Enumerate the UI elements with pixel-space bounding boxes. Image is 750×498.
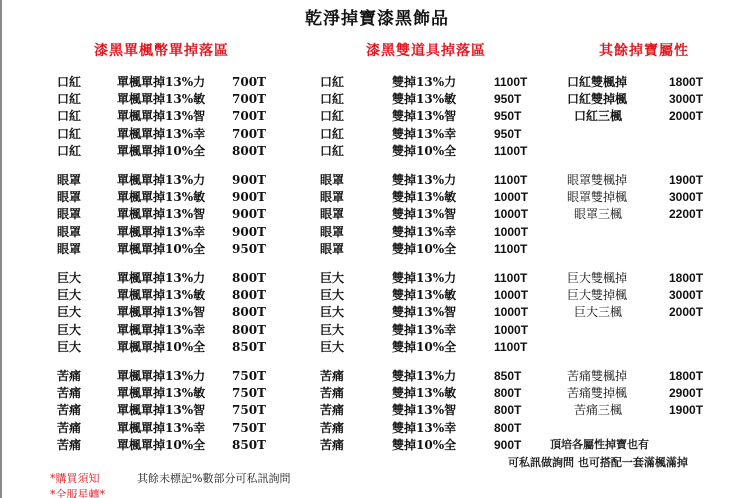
item-description: 雙掉13%幸 bbox=[392, 420, 457, 435]
item-price: 1100T bbox=[494, 173, 528, 187]
item-price: 800T bbox=[494, 420, 522, 435]
item-price: 750T bbox=[232, 386, 266, 401]
item-price: 900T bbox=[232, 207, 266, 222]
item-description: 單楓單掉13%力 bbox=[117, 173, 206, 187]
item-description: 雙掉13%智 bbox=[392, 403, 457, 418]
item-description: 雙掉10%全 bbox=[392, 143, 457, 158]
attribute-description: 口紅雙掉楓 bbox=[567, 92, 628, 107]
item-description: 雙掉13%敏 bbox=[392, 386, 457, 401]
extra-note-line1: 頂培各屬性掉寶也有 bbox=[550, 438, 649, 451]
item-description: 單楓單掉13%敏 bbox=[117, 190, 206, 205]
item-description: 雙掉10%全 bbox=[392, 437, 457, 452]
attribute-price: 1800T bbox=[669, 369, 704, 383]
item-description: 單楓單掉13%力 bbox=[117, 75, 206, 89]
item-price: 900T bbox=[494, 437, 522, 452]
item-description: 單楓單掉13%力 bbox=[117, 369, 206, 383]
item-name: 苦痛 bbox=[320, 437, 345, 452]
item-price: 800T bbox=[232, 143, 266, 158]
item-description: 雙掉13%智 bbox=[392, 109, 457, 124]
item-description: 雙掉13%智 bbox=[392, 207, 457, 222]
page-title: 乾淨掉寶漆黑飾品 bbox=[305, 9, 449, 29]
item-name: 巨大 bbox=[57, 305, 82, 320]
item-name: 苦痛 bbox=[320, 420, 345, 435]
item-price: 800T bbox=[494, 403, 522, 418]
item-name: 苦痛 bbox=[57, 437, 82, 452]
attribute-description: 口紅三楓 bbox=[574, 109, 623, 124]
attribute-price: 3000T bbox=[669, 190, 704, 205]
item-description: 雙掉10%全 bbox=[392, 339, 457, 354]
item-price: 1100T bbox=[494, 339, 528, 354]
item-description: 雙掉13%幸 bbox=[392, 224, 457, 239]
item-price: 800T bbox=[232, 271, 266, 285]
item-price: 900T bbox=[232, 224, 266, 239]
item-price: 1000T bbox=[494, 305, 529, 320]
item-name: 眼罩 bbox=[320, 173, 345, 187]
section-heading-single-drop: 漆黑單楓幣單掉落區 bbox=[94, 43, 229, 59]
item-name: 口紅 bbox=[57, 126, 82, 141]
attribute-description: 巨大雙楓掉 bbox=[567, 271, 628, 285]
attribute-price: 1800T bbox=[669, 75, 704, 89]
item-name: 巨大 bbox=[57, 288, 82, 303]
item-description: 單楓單掉13%幸 bbox=[117, 126, 206, 141]
item-description: 雙掉13%力 bbox=[392, 271, 457, 285]
item-description: 單楓單掉13%幸 bbox=[117, 420, 206, 435]
item-price: 950T bbox=[494, 92, 522, 107]
item-price: 700T bbox=[232, 126, 266, 141]
item-name: 眼罩 bbox=[320, 241, 345, 256]
item-price: 700T bbox=[232, 92, 266, 107]
item-name: 口紅 bbox=[320, 109, 345, 124]
item-name: 巨大 bbox=[320, 305, 345, 320]
item-name: 巨大 bbox=[57, 322, 82, 337]
purchase-notice-text: 其餘未標記%數部分可私訊詢問 bbox=[137, 472, 291, 485]
item-description: 單楓單掉10%全 bbox=[117, 437, 206, 452]
item-name: 巨大 bbox=[320, 288, 345, 303]
item-name: 口紅 bbox=[57, 109, 82, 124]
item-price: 900T bbox=[232, 190, 266, 205]
item-description: 雙掉13%力 bbox=[392, 75, 457, 89]
item-price: 750T bbox=[232, 403, 266, 418]
item-name: 苦痛 bbox=[320, 386, 345, 401]
item-name: 眼罩 bbox=[57, 190, 82, 205]
item-name: 口紅 bbox=[320, 143, 345, 158]
attribute-description: 苦痛三楓 bbox=[574, 403, 623, 418]
attribute-price: 1800T bbox=[669, 271, 704, 285]
item-description: 雙掉13%敏 bbox=[392, 190, 457, 205]
item-description: 雙掉13%敏 bbox=[392, 288, 457, 303]
item-description: 單楓單掉13%智 bbox=[117, 207, 206, 222]
item-price: 950T bbox=[494, 109, 522, 124]
item-description: 雙掉13%力 bbox=[392, 369, 457, 383]
item-name: 口紅 bbox=[320, 126, 345, 141]
item-name: 口紅 bbox=[57, 75, 82, 89]
item-name: 口紅 bbox=[57, 143, 82, 158]
item-price: 950T bbox=[232, 241, 266, 256]
item-name: 口紅 bbox=[320, 75, 345, 89]
item-description: 單楓單掉13%智 bbox=[117, 403, 206, 418]
attribute-description: 眼罩雙掉楓 bbox=[567, 190, 628, 205]
item-description: 單楓單掉13%幸 bbox=[117, 322, 206, 337]
item-name: 巨大 bbox=[320, 339, 345, 354]
extra-note-line2: 可私訊做詢問 也可搭配一套滿楓滿掉 bbox=[508, 456, 688, 469]
item-price: 1100T bbox=[494, 241, 528, 256]
server-label: *全服星轉* bbox=[50, 488, 105, 498]
item-description: 雙掉13%智 bbox=[392, 305, 457, 320]
item-description: 單楓單掉10%全 bbox=[117, 241, 206, 256]
attribute-price: 2900T bbox=[669, 386, 704, 401]
item-price: 850T bbox=[232, 437, 266, 452]
item-name: 眼罩 bbox=[57, 173, 82, 187]
item-name: 巨大 bbox=[57, 271, 82, 285]
attribute-price: 3000T bbox=[669, 92, 704, 107]
item-description: 雙掉13%力 bbox=[392, 173, 457, 187]
item-name: 巨大 bbox=[320, 322, 345, 337]
attribute-description: 口紅雙楓掉 bbox=[567, 75, 628, 89]
item-price: 800T bbox=[232, 322, 266, 337]
item-price: 950T bbox=[494, 126, 522, 141]
item-description: 單楓單掉13%智 bbox=[117, 109, 206, 124]
attribute-price: 2200T bbox=[669, 207, 704, 222]
attribute-price: 3000T bbox=[669, 288, 704, 303]
item-price: 800T bbox=[232, 288, 266, 303]
item-price: 800T bbox=[232, 305, 266, 320]
item-name: 巨大 bbox=[320, 271, 345, 285]
section-heading-double-drop: 漆黑雙道具掉落區 bbox=[366, 43, 486, 59]
item-name: 眼罩 bbox=[57, 241, 82, 256]
item-name: 苦痛 bbox=[57, 369, 82, 383]
item-description: 雙掉13%幸 bbox=[392, 322, 457, 337]
item-price: 1000T bbox=[494, 207, 529, 222]
item-description: 雙掉10%全 bbox=[392, 241, 457, 256]
item-name: 眼罩 bbox=[320, 224, 345, 239]
item-price: 850T bbox=[494, 369, 522, 383]
item-description: 單楓單掉13%幸 bbox=[117, 224, 206, 239]
item-price: 1100T bbox=[494, 271, 528, 285]
item-name: 苦痛 bbox=[57, 420, 82, 435]
attribute-description: 苦痛雙楓掉 bbox=[567, 369, 628, 383]
item-price: 1000T bbox=[494, 190, 529, 205]
item-name: 苦痛 bbox=[57, 403, 82, 418]
item-price: 1100T bbox=[494, 75, 528, 89]
item-description: 單楓單掉13%敏 bbox=[117, 92, 206, 107]
item-price: 1100T bbox=[494, 143, 528, 158]
item-name: 巨大 bbox=[57, 339, 82, 354]
item-description: 單楓單掉10%全 bbox=[117, 339, 206, 354]
item-name: 口紅 bbox=[320, 92, 345, 107]
attribute-price: 2000T bbox=[669, 305, 704, 320]
item-price: 900T bbox=[232, 173, 266, 187]
item-price: 750T bbox=[232, 420, 266, 435]
item-description: 單楓單掉10%全 bbox=[117, 143, 206, 158]
item-name: 口紅 bbox=[57, 92, 82, 107]
item-description: 單楓單掉13%敏 bbox=[117, 288, 206, 303]
attribute-description: 眼罩雙楓掉 bbox=[567, 173, 628, 187]
attribute-description: 苦痛雙掉楓 bbox=[567, 386, 628, 401]
item-price: 750T bbox=[232, 369, 266, 383]
item-description: 單楓單掉13%智 bbox=[117, 305, 206, 320]
item-description: 雙掉13%敏 bbox=[392, 92, 457, 107]
item-name: 眼罩 bbox=[57, 224, 82, 239]
attribute-price: 2000T bbox=[669, 109, 704, 124]
item-name: 苦痛 bbox=[320, 403, 345, 418]
item-price: 700T bbox=[232, 109, 266, 124]
item-price: 800T bbox=[494, 386, 522, 401]
item-price: 1000T bbox=[494, 322, 529, 337]
item-name: 眼罩 bbox=[320, 207, 345, 222]
attribute-description: 巨大雙掉楓 bbox=[567, 288, 628, 303]
item-name: 眼罩 bbox=[57, 207, 82, 222]
item-price: 700T bbox=[232, 75, 266, 89]
item-description: 雙掉13%幸 bbox=[392, 126, 457, 141]
section-heading-other-attributes: 其餘掉寶屬性 bbox=[599, 43, 689, 59]
item-price: 1000T bbox=[494, 224, 529, 239]
attribute-price: 1900T bbox=[669, 403, 704, 418]
item-description: 單楓單掉13%力 bbox=[117, 271, 206, 285]
attribute-description: 眼罩三楓 bbox=[574, 207, 623, 222]
item-name: 苦痛 bbox=[57, 386, 82, 401]
attribute-description: 巨大三楓 bbox=[574, 305, 623, 320]
item-price: 1000T bbox=[494, 288, 529, 303]
item-name: 眼罩 bbox=[320, 190, 345, 205]
item-description: 單楓單掉13%敏 bbox=[117, 386, 206, 401]
item-price: 850T bbox=[232, 339, 266, 354]
purchase-notice-label: *購買須知 bbox=[50, 472, 100, 485]
attribute-price: 1900T bbox=[669, 173, 704, 187]
item-name: 苦痛 bbox=[320, 369, 345, 383]
